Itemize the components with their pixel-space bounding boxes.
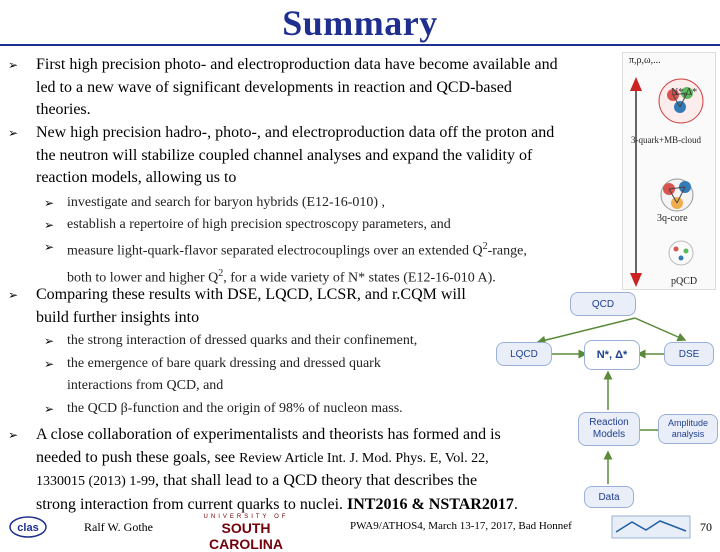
theory-experiment-diagram — [480, 284, 720, 514]
sub-bullet-arrow-icon: ➢ — [44, 402, 55, 416]
review-article-ref: Review Article Int. J. Mod. Phys. E, Vol. 22, — [239, 450, 489, 466]
sub-bullet: the emergence of bare quark dressing and dressed quark interactions from QCD, and — [67, 356, 381, 393]
meson-cloud-circle — [659, 79, 703, 123]
sub-bullet: the strong interaction of dressed quarks and their confinement, — [67, 333, 418, 348]
sub-bullet-arrow-icon: ➢ — [44, 218, 55, 232]
sub-bullet-arrow-icon: ➢ — [44, 334, 55, 348]
bullet-3-line: build further insights into — [36, 308, 200, 326]
sub-bullet-arrow-icon: ➢ — [44, 357, 55, 371]
diagram-link — [635, 318, 685, 340]
page-number: 70 — [700, 520, 712, 534]
bullet-arrow-icon: ➢ — [8, 428, 19, 442]
slide-title: Summary — [282, 3, 438, 43]
usc-logo: UNIVERSITY OF SOUTH CAROLINA — [203, 514, 289, 552]
title-divider — [0, 44, 720, 46]
bullet-1 — [36, 54, 558, 122]
cloud-label: 3-quark+MB-cloud — [631, 135, 702, 145]
bullet-4: A close collaboration of experimentalists and theorists has formed and is needed to push these goals, see Review Article Int. J. Mod. Phys. E, Vol. 22, 1330015 (2013) 1-99, that shall lead to a QCD theory that describes the strong interaction from current quarks to nuclei. INT2016 & NSTAR2017. — [36, 426, 518, 513]
diagram-node-amplitude-analysis: Amplitude analysis — [658, 414, 718, 444]
diagram-link — [538, 318, 635, 342]
bullet-arrow-icon: ➢ — [8, 58, 19, 72]
diagram-node-data: Data — [584, 486, 634, 508]
svg-text:clas: clas — [17, 522, 39, 534]
bullet-2-line: reaction models, allowing us to — [36, 169, 237, 186]
pqcd-label: pQCD — [671, 276, 698, 287]
clas-logo-icon — [8, 515, 48, 539]
sub-bullet: the QCD β-function and the origin of 98% of nucleon mass. — [67, 401, 403, 416]
review-article-ref: 1330015 (2013) 1-99 — [36, 474, 155, 489]
bullet-2-line: the neutron will stabilize coupled channel analyses and expand the validity of — [36, 146, 533, 164]
bullet-2-line: New high precision hadro-, photo-, and electroproduction data off the proton and — [36, 124, 555, 141]
slide-footer — [0, 514, 720, 552]
nucleon-structure-figure — [622, 52, 716, 290]
footer-event: PWA9/ATHOS4, March 13-17, 2017, Bad Honnef — [350, 520, 572, 532]
conference-logo-icon — [612, 516, 690, 538]
diagram-node-qcd: QCD — [570, 292, 636, 316]
core-label: 3q-core — [657, 213, 688, 224]
footer-author: Ralf W. Gothe — [84, 520, 153, 534]
bullet-arrow-icon: ➢ — [8, 126, 19, 140]
arrow-up-icon — [630, 77, 642, 91]
bullet-1-line: led to a new wave of significant developments in reaction and QCD-based — [36, 78, 512, 96]
sub-bullet: establish a repertoire of high precision spectroscopy parameters, and — [67, 217, 451, 232]
bullet-3-line: Comparing these results with DSE, LQCD, LCSR, and r.CQM will — [36, 286, 466, 303]
diagram-node-lqcd: LQCD — [496, 342, 552, 366]
diagram-node-dse: DSE — [664, 342, 714, 366]
bullet-1-line: First high precision photo- and electroproduction data have become available and — [36, 56, 558, 73]
nstar-label: N*,Δ* — [671, 87, 698, 98]
bullet-3 — [36, 284, 466, 329]
meson-label: π,ρ,ω,... — [629, 55, 661, 66]
sub-bullet: investigate and search for baryon hybrids (E12-16-010) , — [67, 195, 386, 210]
bullet-arrow-icon: ➢ — [8, 288, 19, 302]
sub-bullet-arrow-icon: ➢ — [44, 196, 55, 210]
conference-names: INT2016 & NSTAR2017 — [347, 495, 514, 513]
diagram-node-reaction-models: Reaction Models — [578, 412, 640, 446]
diagram-node-nstar: N*, Δ* — [584, 340, 640, 370]
nucleon-structure-graphic — [623, 53, 717, 291]
sub-bullet-arrow-icon: ➢ — [44, 240, 55, 254]
sub-bullet-q2: measure light-quark-flavor separated electrocouplings over an extended $Q^2$-range, both to lower and higher $Q^2$, for a wide variety of N* states (E12-16-010 A). — [67, 241, 527, 286]
pqcd-circle — [669, 241, 693, 265]
bullet-2 — [36, 122, 554, 190]
bullet-1-line: theories. — [36, 101, 91, 118]
